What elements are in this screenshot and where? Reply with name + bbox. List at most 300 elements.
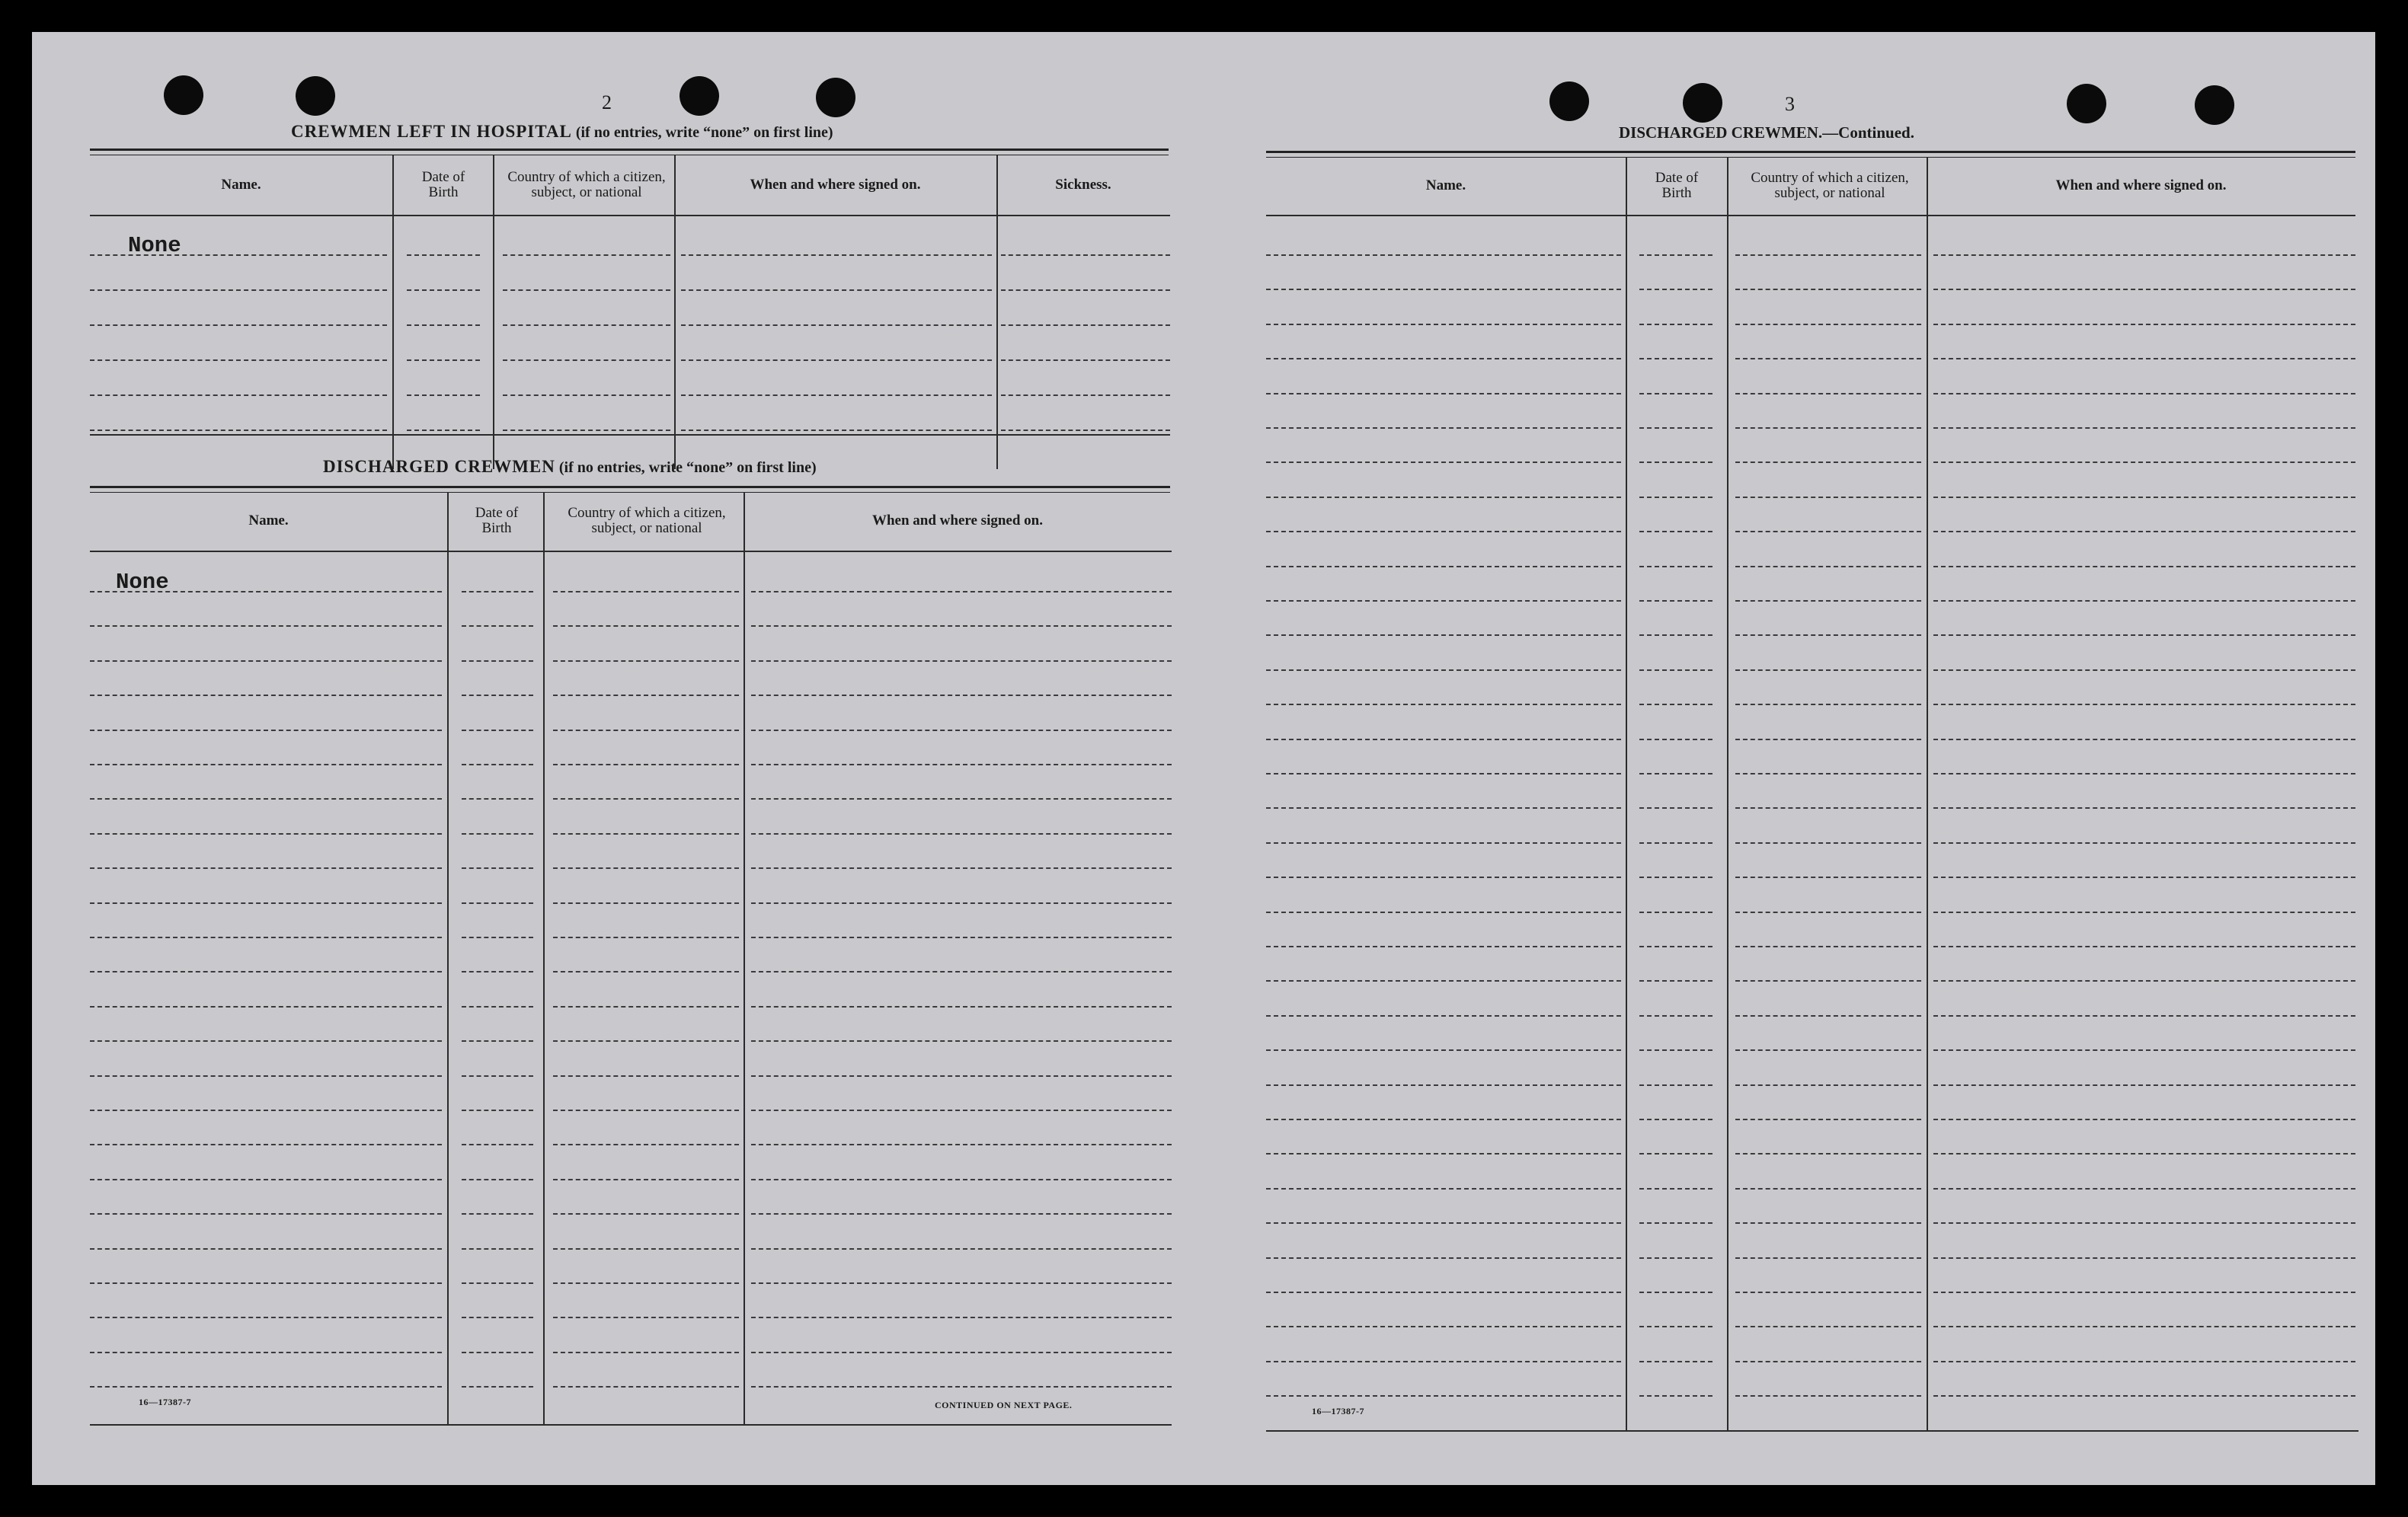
ruled-line [1266,1326,1621,1327]
column-header-country: Country of which a citizen, subject, or national [568,505,726,536]
ruled-line [90,1386,442,1388]
ruled-line [1933,1119,2355,1120]
ruled-line [1933,427,2355,429]
ruled-line [462,1386,533,1388]
punch-hole [296,76,335,116]
table-bottom-rule [1266,1430,2358,1432]
ruled-line [1266,773,1621,774]
ruled-line [90,798,442,800]
ruled-line [1266,358,1621,359]
ruled-line [90,1179,442,1180]
ruled-line [553,1213,739,1215]
ruled-line [751,1248,1172,1250]
column-header-date-of-birth: Date of Birth [1655,170,1699,201]
ruled-line [1266,1084,1621,1086]
ruled-line [1001,324,1170,326]
ruled-line [1639,807,1712,809]
ruled-line [751,1282,1172,1284]
ruled-line [462,1282,533,1284]
ruled-line [90,937,442,938]
ruled-line [1933,946,2355,947]
ruled-line [1735,980,1921,982]
ruled-line [751,730,1172,731]
column-header-date-of-birth: Date of Birth [421,169,465,200]
ruled-line [751,1213,1172,1215]
ruled-line [553,730,739,731]
table-bottom-rule [90,1424,1172,1426]
header-rule [1266,215,2355,216]
ruled-line [1639,1153,1712,1155]
ruled-line [751,833,1172,835]
ruled-line [1639,842,1712,844]
ruled-line [1639,912,1712,913]
ruled-line [751,695,1172,696]
ruled-line [462,1213,533,1215]
ruled-line [1266,877,1621,878]
ruled-line [462,1317,533,1318]
ruled-line [1735,1084,1921,1086]
column-divider [1727,157,1728,1430]
ruled-line [1266,669,1621,671]
ruled-line [1933,324,2355,325]
ruled-line [1266,1188,1621,1190]
ruled-line [1735,566,1921,567]
page-number: 3 [1785,93,1795,115]
ruled-line [1735,254,1921,256]
ruled-line [1933,531,2355,532]
ruled-line [462,867,533,869]
table-top-rule [90,149,1169,155]
ruled-line [1639,427,1712,429]
ruled-line [90,764,442,765]
ruled-line [1735,912,1921,913]
hospital-title-main: CREWMEN LEFT IN HOSPITAL [291,122,572,141]
ruled-line [1735,704,1921,705]
ruled-line [1639,634,1712,636]
ruled-line [681,430,992,431]
ruled-line [1735,1326,1921,1327]
ruled-line [1639,1222,1712,1224]
ruled-line [553,1110,739,1111]
ruled-line [462,1006,533,1008]
ruled-line [1639,1084,1712,1086]
ruled-line [553,1040,739,1042]
ruled-line [90,359,387,361]
ruled-line [462,798,533,800]
ruled-line [1266,393,1621,394]
ruled-line [1933,877,2355,878]
ruled-line [1639,461,1712,463]
ruled-line [553,764,739,765]
ruled-line [90,289,387,291]
ruled-line [751,1179,1172,1180]
ruled-line [751,660,1172,662]
ruled-line [1266,1361,1621,1362]
ruled-line [462,902,533,904]
column-divider [447,492,449,1424]
ruled-line [1266,1015,1621,1017]
discharged-section-title [323,457,817,477]
ruled-line [90,971,442,972]
ruled-line [462,1179,533,1180]
ruled-line [1933,807,2355,809]
ruled-line [751,937,1172,938]
ruled-line [90,324,387,326]
ruled-line [1933,1153,2355,1155]
ruled-line [1001,394,1170,396]
ruled-line [1266,842,1621,844]
column-header-name: Name. [221,177,261,193]
ruled-line [1639,1326,1712,1327]
ruled-line [1001,289,1170,291]
column-divider [744,492,745,1424]
ruled-line [1933,1222,2355,1224]
ruled-line [407,394,480,396]
ruled-line [553,833,739,835]
ruled-line [1639,704,1712,705]
ruled-line [553,1282,739,1284]
ruled-line [751,764,1172,765]
right-section-title: DISCHARGED CREWMEN.—Continued. [1619,123,1914,142]
ruled-line [90,394,387,396]
ruled-line [90,625,442,627]
ruled-line [1266,1153,1621,1155]
ruled-line [1266,1119,1621,1120]
column-header-date-of-birth: Date of Birth [475,505,519,536]
ruled-line [407,359,480,361]
ruled-line [553,1352,739,1353]
column-header-name: Name. [248,513,289,529]
punch-hole [1683,83,1722,123]
ruled-line [1266,1395,1621,1397]
ruled-line [1639,773,1712,774]
form-number: 16—17387-7 [139,1397,191,1407]
ruled-line [462,730,533,731]
ruled-line [1735,877,1921,878]
hospital-title-note: (if no entries, write “none” on first line) [571,124,833,141]
ruled-line [1933,912,2355,913]
column-header-country: Country of which a citizen, subject, or national [507,169,666,200]
ruled-line [1735,358,1921,359]
punch-hole [1549,81,1589,121]
ruled-line [553,695,739,696]
ruled-line [1639,1395,1712,1397]
ruled-line [1735,427,1921,429]
ruled-line [1639,600,1712,602]
ruled-line [1735,842,1921,844]
ruled-line [553,1179,739,1180]
ruled-line [1266,807,1621,809]
ruled-line [751,902,1172,904]
ruled-line [751,625,1172,627]
ruled-line [462,695,533,696]
continued-notice: CONTINUED ON NEXT PAGE. [935,1400,1073,1410]
ruled-line [462,1144,533,1145]
punch-hole [2195,85,2234,125]
ruled-line [1933,1188,2355,1190]
ruled-line [1266,427,1621,429]
ruled-line [1735,669,1921,671]
ruled-line [462,591,533,592]
ruled-line [751,1110,1172,1111]
ruled-line [1266,980,1621,982]
ruled-line [553,1075,739,1077]
header-rule [90,551,1172,552]
ruled-line [90,660,442,662]
ruled-line [1639,877,1712,878]
ruled-line [462,625,533,627]
ruled-line [1735,1222,1921,1224]
column-header-signed-on: When and where signed on. [750,177,921,193]
ruled-line [1933,1084,2355,1086]
ruled-line [553,1317,739,1318]
punch-hole [816,78,855,117]
ruled-line [1266,531,1621,532]
ruled-line [1933,461,2355,463]
ruled-line [1735,600,1921,602]
ruled-line [1735,1119,1921,1120]
ruled-line [90,1144,442,1145]
ruled-line [90,1110,442,1111]
ruled-line [462,1040,533,1042]
ruled-line [407,324,480,326]
ruled-line [1933,739,2355,740]
ruled-line [462,971,533,972]
page-number: 2 [602,91,612,113]
ruled-line [1639,324,1712,325]
ruled-line [751,1006,1172,1008]
ruled-line [1735,1292,1921,1293]
ruled-line [1639,1188,1712,1190]
ruled-line [1735,393,1921,394]
ruled-line [1933,566,2355,567]
ruled-line [1735,773,1921,774]
ruled-line [751,591,1172,592]
ruled-line [1933,1257,2355,1259]
hospital-section-title [291,122,833,142]
ruled-line [1266,946,1621,947]
ruled-line [553,1144,739,1145]
ruled-line [1933,1326,2355,1327]
ruled-line [553,625,739,627]
ruled-line [751,1386,1172,1388]
ruled-line [1933,600,2355,602]
ruled-line [90,1006,442,1008]
ruled-line [407,289,480,291]
column-header-country: Country of which a citizen, subject, or national [1751,170,1909,201]
ruled-line [90,1213,442,1215]
ruled-line [1266,254,1621,256]
ruled-line [1639,980,1712,982]
ruled-line [553,1006,739,1008]
ruled-line [90,1317,442,1318]
ruled-line [1001,359,1170,361]
ruled-line [1735,1049,1921,1051]
ruled-line [1735,531,1921,532]
ruled-line [553,1386,739,1388]
ruled-line [1933,358,2355,359]
ruled-line [407,430,480,431]
ruled-line [751,1144,1172,1145]
ruled-line [1933,980,2355,982]
ruled-line [1735,1015,1921,1017]
table-top-rule [1266,151,2355,158]
ruled-line [1735,1395,1921,1397]
ruled-line [1639,531,1712,532]
ruled-line [1735,497,1921,498]
ruled-line [1933,669,2355,671]
ruled-line [462,1352,533,1353]
ruled-line [681,254,992,256]
ruled-line [503,359,670,361]
ruled-line [1639,1015,1712,1017]
ruled-line [553,660,739,662]
table-bottom-rule [90,434,1170,436]
ruled-line [1735,1257,1921,1259]
ruled-line [1639,254,1712,256]
ruled-line [1639,289,1712,290]
ruled-line [1933,1361,2355,1362]
ruled-line [1266,704,1621,705]
ruled-line [90,1040,442,1042]
ruled-line [751,798,1172,800]
ruled-line [1266,1257,1621,1259]
ruled-line [1639,739,1712,740]
ruled-line [553,902,739,904]
discharged-first-entry: None [116,570,169,595]
ruled-line [462,660,533,662]
ruled-line [1735,946,1921,947]
ruled-line [1266,566,1621,567]
punch-hole [680,76,719,116]
ruled-line [90,1282,442,1284]
table-top-rule [90,486,1170,493]
ruled-line [553,798,739,800]
ruled-line [1735,1361,1921,1362]
ruled-line [1266,600,1621,602]
ruled-line [1266,1292,1621,1293]
ruled-line [407,254,480,256]
ruled-line [1639,1119,1712,1120]
discharged-title-note: (if no entries, write “none” on first line) [555,459,817,476]
ruled-line [90,695,442,696]
ruled-line [681,359,992,361]
document-sheet [32,32,2375,1485]
column-header-signed-on: When and where signed on. [2055,177,2227,193]
ruled-line [1639,358,1712,359]
ruled-line [90,730,442,731]
header-rule [90,215,1170,216]
ruled-line [1266,634,1621,636]
ruled-line [1001,254,1170,256]
punch-hole [2067,84,2106,123]
ruled-line [1735,1153,1921,1155]
ruled-line [1933,1015,2355,1017]
ruled-line [1266,461,1621,463]
ruled-line [1735,807,1921,809]
ruled-line [1933,289,2355,290]
ruled-line [1933,704,2355,705]
ruled-line [1735,739,1921,740]
ruled-line [1639,1257,1712,1259]
ruled-line [90,833,442,835]
ruled-line [681,324,992,326]
ruled-line [1266,324,1621,325]
discharged-title-main: DISCHARGED CREWMEN [323,457,555,476]
ruled-line [553,937,739,938]
ruled-line [90,1075,442,1077]
ruled-line [462,1075,533,1077]
ruled-line [1266,1049,1621,1051]
ruled-line [1735,461,1921,463]
ruled-line [553,867,739,869]
ruled-line [1735,1188,1921,1190]
ruled-line [751,1040,1172,1042]
ruled-line [1639,393,1712,394]
ruled-line [1639,669,1712,671]
ruled-line [1735,289,1921,290]
ruled-line [681,394,992,396]
ruled-line [90,254,387,256]
column-header-signed-on: When and where signed on. [871,513,1043,529]
ruled-line [751,1317,1172,1318]
ruled-line [1639,1292,1712,1293]
punch-hole [164,75,203,115]
ruled-line [503,289,670,291]
ruled-line [1933,1292,2355,1293]
column-divider [1626,157,1627,1430]
ruled-line [1933,634,2355,636]
ruled-line [462,937,533,938]
ruled-line [90,867,442,869]
ruled-line [1735,324,1921,325]
ruled-line [1266,739,1621,740]
ruled-line [553,971,739,972]
ruled-line [462,764,533,765]
form-number: 16—17387-7 [1312,1406,1364,1416]
ruled-line [1266,912,1621,913]
ruled-line [503,324,670,326]
hospital-first-entry: None [128,233,181,258]
ruled-line [1639,566,1712,567]
ruled-line [553,591,739,592]
ruled-line [751,971,1172,972]
ruled-line [503,430,670,431]
ruled-line [503,394,670,396]
ruled-line [1639,1049,1712,1051]
ruled-line [1266,497,1621,498]
ruled-line [1735,634,1921,636]
ruled-line [90,430,387,431]
ruled-line [681,289,992,291]
ruled-line [1001,430,1170,431]
ruled-line [462,1248,533,1250]
ruled-line [1933,497,2355,498]
ruled-line [1266,289,1621,290]
column-divider [493,155,494,469]
ruled-line [553,1248,739,1250]
ruled-line [90,1352,442,1353]
ruled-line [1639,946,1712,947]
ruled-line [1933,1395,2355,1397]
ruled-line [90,902,442,904]
column-header-sickness: Sickness. [1055,177,1111,193]
ruled-line [751,1352,1172,1353]
ruled-line [90,591,442,592]
ruled-line [503,254,670,256]
ruled-line [462,1110,533,1111]
ruled-line [751,867,1172,869]
